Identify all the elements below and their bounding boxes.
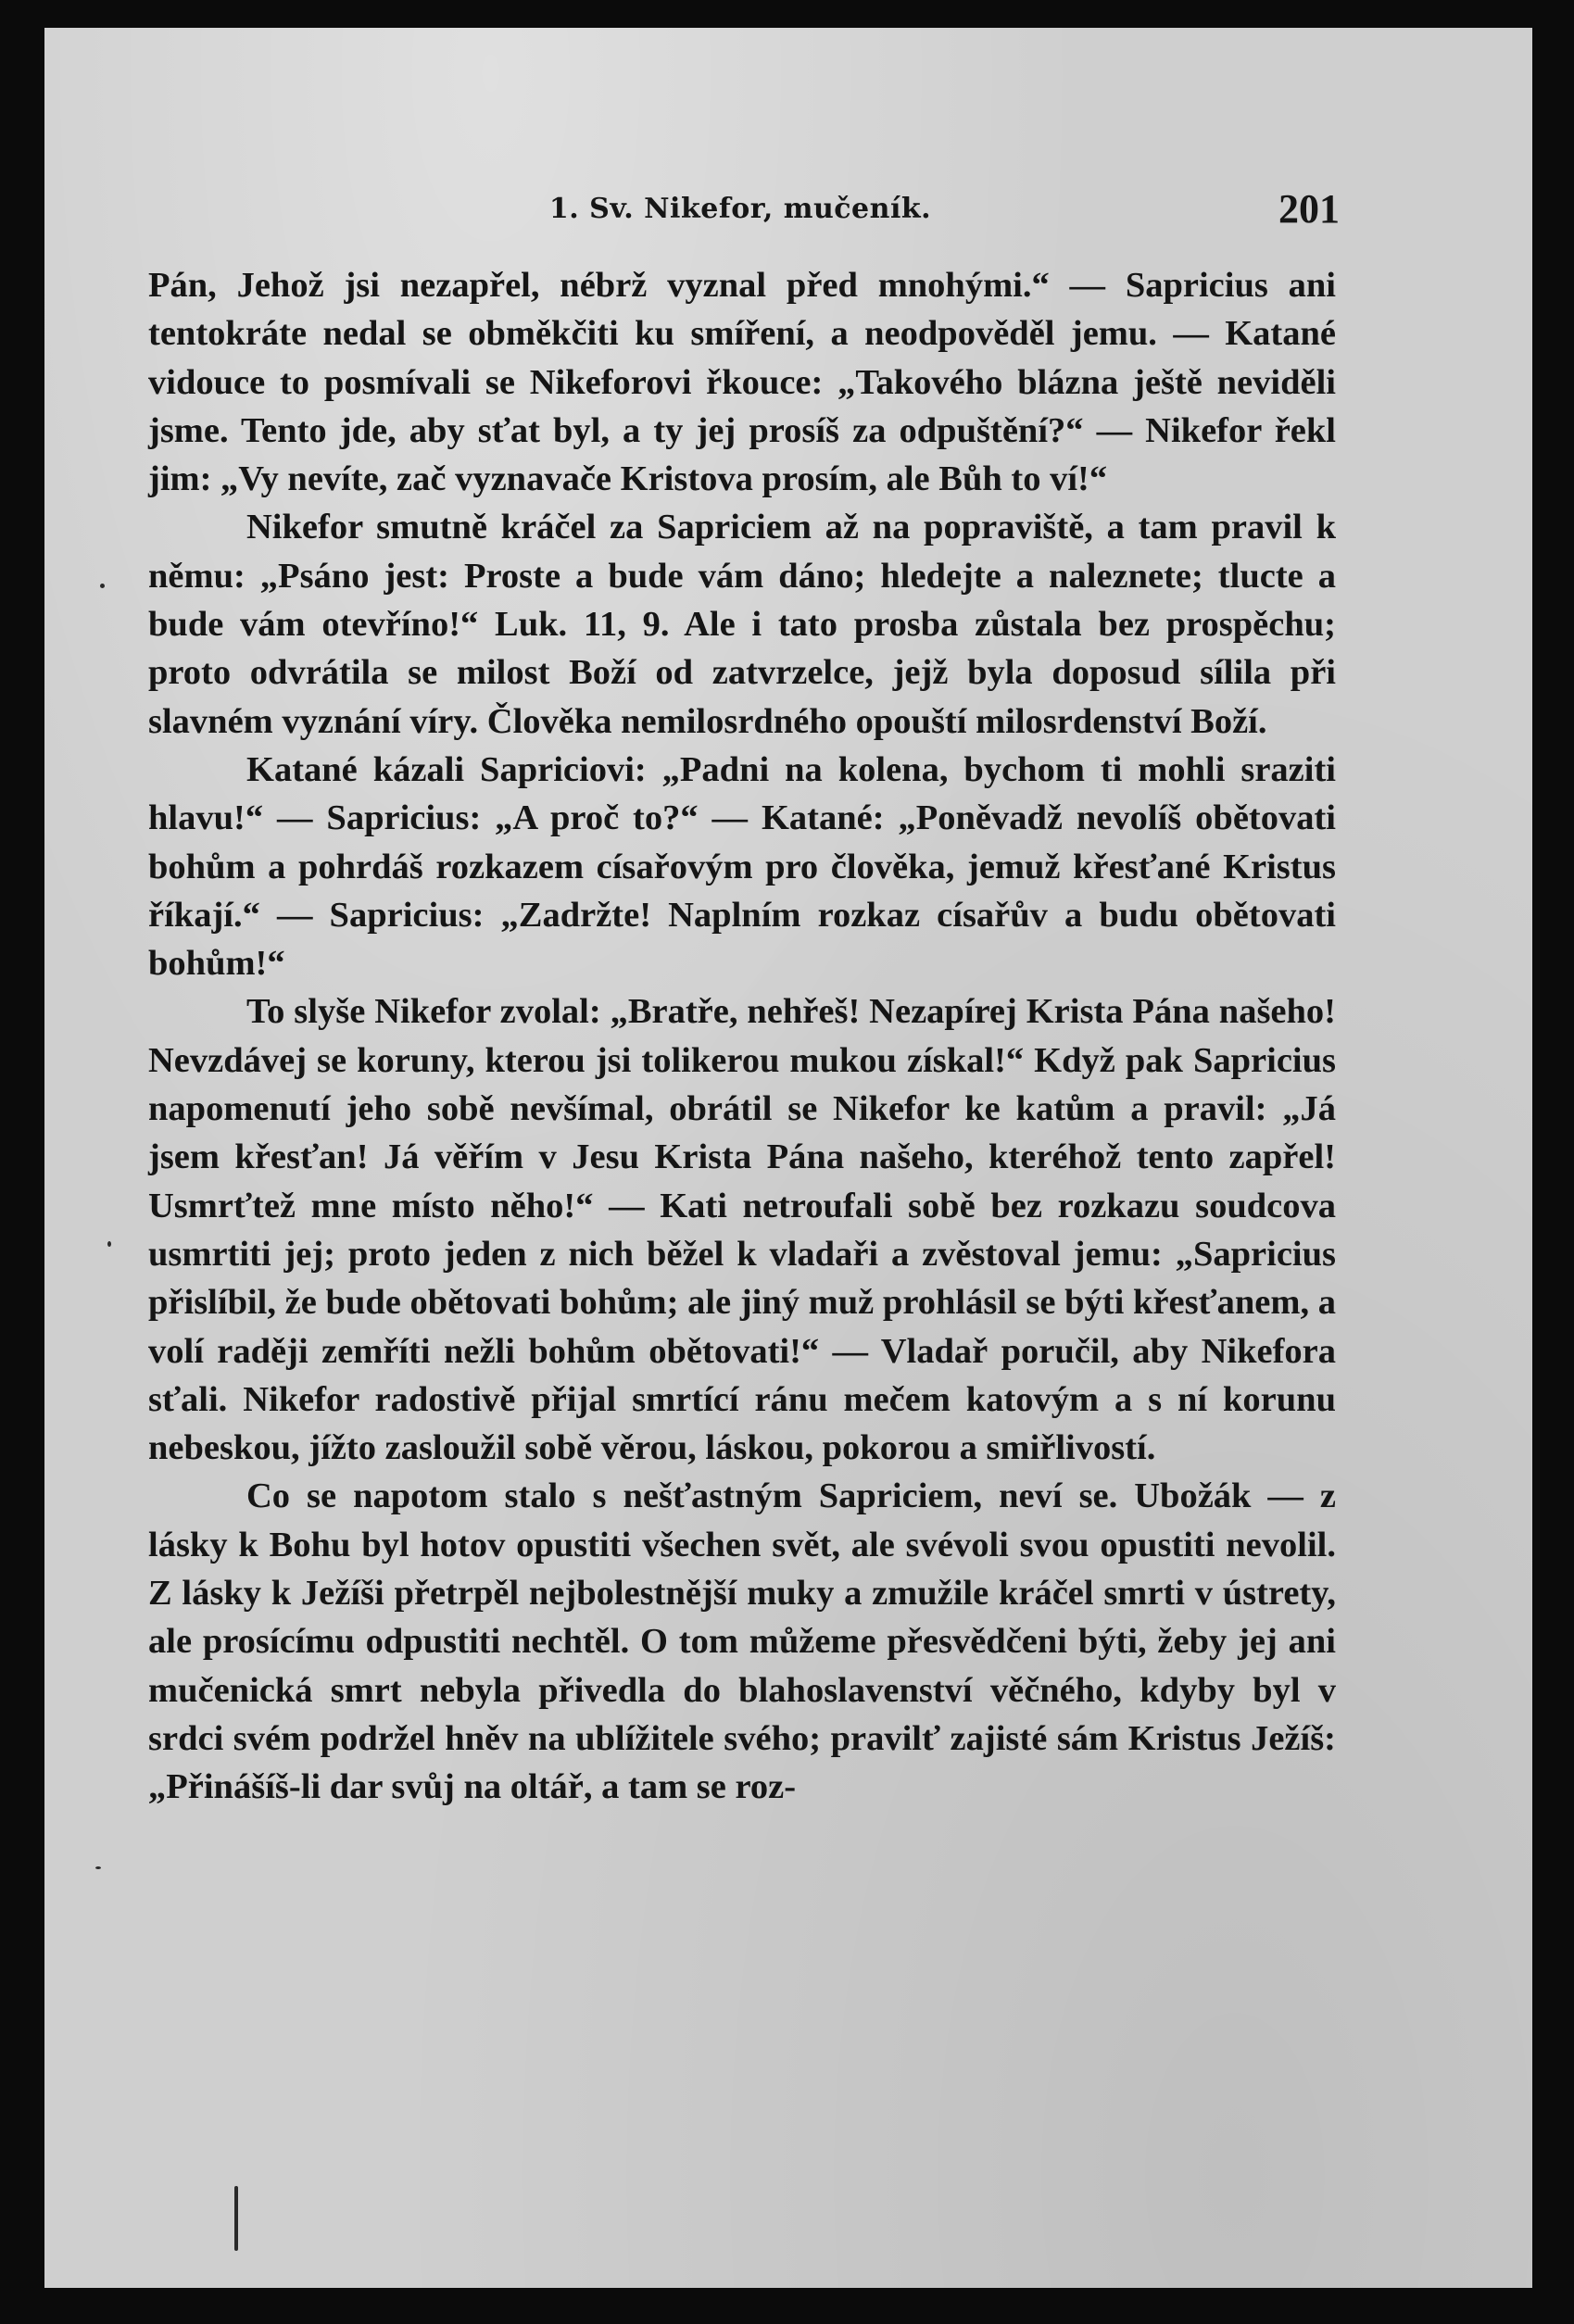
page-number: 201: [1278, 186, 1340, 232]
paragraph-1: Pán, Jehož jsi nezapřel, nébrž vyznal před mnohými.“ — Sapricius ani tentokráte nedal se obměkčiti ku smíření, a neodpověděl jemu. — Katané vidouce to posmívali se Nikeforovi řkouce: „Takového blázna ještě neviděli jsme. Tento jde, aby sťat byl, a ty jej prosíš za odpuštění?“ — Nikefor řekl jim: „Vy nevíte, zač vyznavače Kristova prosím, ale Bůh to ví!“: [148, 266, 1336, 499]
scan-fleck: [234, 2186, 238, 2251]
scan-fleck: [95, 1866, 101, 1869]
running-title: 1. Sv. Nikefor, mučeník.: [548, 193, 932, 225]
book-page: [44, 28, 1532, 2288]
scan-fleck: [100, 584, 105, 588]
page-header: [141, 167, 1340, 241]
paragraph-4: To slyše Nikefor zvolal: „Bratře, nehřeš! Nezapírej Krista Pána našeho! Nevzdávej se koruny, kterou jsi tolikerou mukou získal!“ Když pak Sapricius napomenutí jeho sobě nevšímal, obrátil se Nikefor ke katům a pravil: „Já jsem křesťan! Já věřím v Jesu Krista Pána našeho, kteréhož tento zapřel! Usmrťtež mne místo něho!“ — Kati netroufali sobě bez rozkazu soudcova usmrtiti jej; proto jeden z nich běžel k vladaři a zvěstoval jemu: „Sapricius přislíbil, že bude obětovati bohům; ale jiný muž prohlásil se býti křesťanem, a volí raději zemříti nežli bohům obětovati!“ — Vladař poručil, aby Nikefora sťali. Nikefor radostivě přijal smrtící ránu mečem katovým a s ní korunu nebeskou, jížto zasloužil sobě věrou, láskou, pokorou a smiřlivostí.: [148, 992, 1336, 1468]
text-body: [148, 261, 1336, 1812]
paragraph-5: Co se napotom stalo s nešťastným Sapriciem, neví se. Ubožák — z lásky k Bohu byl hotov opustiti všechen svět, ale svévoli svou opustiti nevolil. Z lásky k Ježíši přetrpěl nejbolestnější muky a zmužile kráčel smrti v ústrety, ale prosícímu odpustiti nechtěl. O tom můžeme přesvědčeni býti, žeby jej ani mučenická smrt nebyla přivedla do blahoslavenství věčného, kdyby byl v srdci svém podržel hněv na ublížitele svého; pravilť zajisté sám Kristus Ježíš: „Přinášíš-li dar svůj na oltář, a tam se roz-: [148, 1476, 1336, 1807]
scan-fleck: [107, 1241, 111, 1247]
paragraph-3: Katané kázali Sapriciovi: „Padni na kolena, bychom ti mohli sraziti hlavu!“ — Sapricius: „A proč to?“ — Katané: „Poněvadž nevolíš obětovati bohům a pohrdáš rozkazem císařovým pro člověka, jemuž křesťané Kristus říkají.“ — Sapricius: „Zadržte! Naplním rozkaz císařův a budu obětovati bohům!“: [148, 749, 1336, 984]
paragraph-2: Nikefor smutně kráčel za Sapriciem až na popraviště, a tam pravil k němu: „Psáno jest: Proste a bude vám dáno; hledejte a naleznete; tlucte a bude vám otevříno!“ Luk. 11, 9. Ale i tato prosba zůstala bez prospěchu; proto odvrátila se milost Boží od zatvrzelce, jejž byla doposud sílila při slavném vyznání víry. Člověka nemilosrdného opouští milosrdenství Boží.: [148, 508, 1336, 741]
